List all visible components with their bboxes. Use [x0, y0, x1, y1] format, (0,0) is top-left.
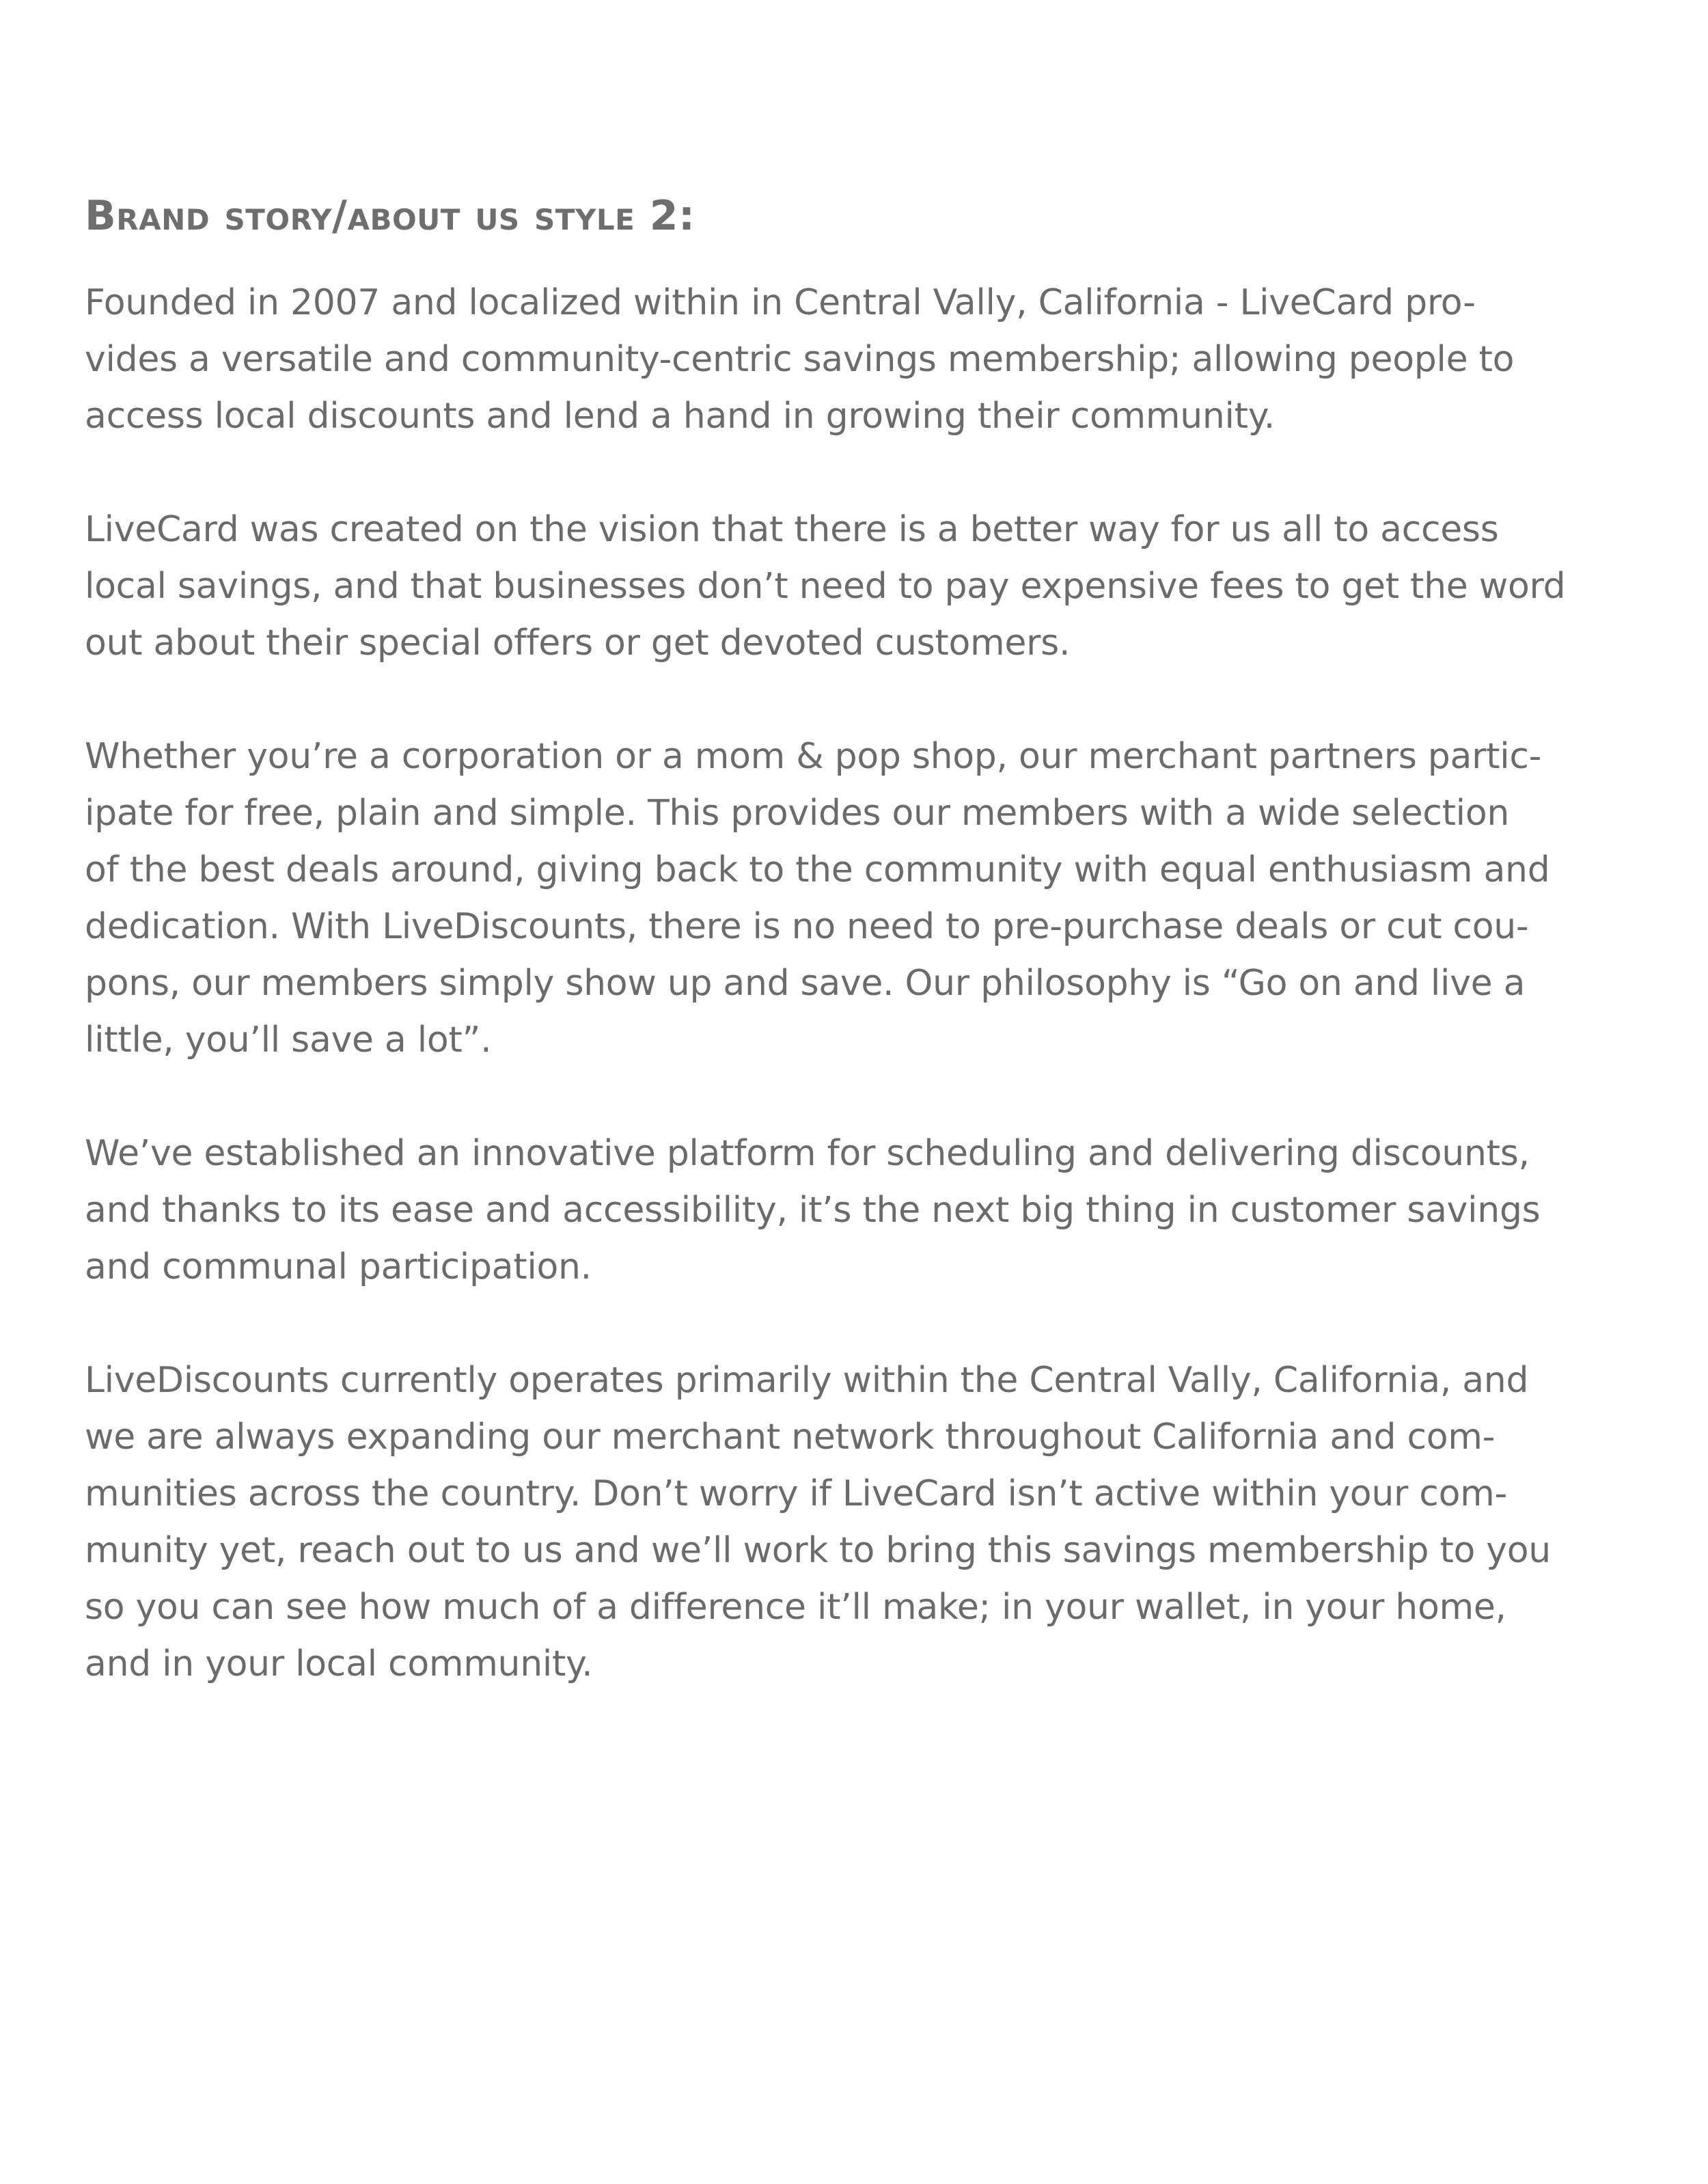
paragraph-platform [85, 1125, 1649, 1296]
text-line: dedication. With LiveDiscounts, there is no need to pre-purchase deals or cut cou- [85, 906, 1529, 947]
text-line: ipate for free, plain and simple. This provides our members with a wide selection [85, 793, 1510, 834]
text-line: vides a versatile and community-centric savings membership; allowing people to [85, 339, 1515, 380]
paragraph-founding [85, 275, 1649, 445]
text-line: of the best deals around, giving back to the community with equal enthusiasm and [85, 849, 1550, 890]
document-page [85, 191, 1649, 1749]
text-line: so you can see how much of a difference it’ll make; in your wallet, in your home, [85, 1587, 1506, 1628]
paragraph-merchants [85, 728, 1649, 1069]
text-line: local savings, and that businesses don’t need to pay expensive fees to get the word [85, 566, 1566, 607]
text-line: munities across the country. Don’t worry if LiveCard isn’t active within your com- [85, 1473, 1507, 1514]
text-line: LiveDiscounts currently operates primarily within the Central Vally, California, and [85, 1360, 1529, 1401]
text-line: We’ve established an innovative platform for scheduling and delivering discounts, [85, 1133, 1530, 1174]
text-line: Whether you’re a corporation or a mom & pop shop, our merchant partners partic- [85, 736, 1542, 777]
text-line: pons, our members simply show up and save. Our philosophy is “Go on and live a [85, 963, 1526, 1004]
text-line: access local discounts and lend a hand in growing their community. [85, 396, 1276, 437]
text-line: munity yet, reach out to us and we’ll work to bring this savings membership to you [85, 1530, 1551, 1571]
text-line: and communal participation. [85, 1246, 592, 1287]
paragraph-operations [85, 1352, 1649, 1693]
text-line: and in your local community. [85, 1643, 593, 1684]
page-heading: Brand story/about us style 2: [85, 192, 695, 240]
text-line: out about their special offers or get devoted customers. [85, 623, 1071, 664]
text-line: Founded in 2007 and localized within in Central Vally, California - LiveCard pro- [85, 282, 1476, 323]
text-line: little, you’ll save a lot”. [85, 1020, 492, 1061]
text-line: LiveCard was created on the vision that there is a better way for us all to access [85, 509, 1499, 550]
text-line: we are always expanding our merchant network throughout California and com- [85, 1417, 1496, 1458]
text-line: and thanks to its ease and accessibility, it’s the next big thing in customer savings [85, 1190, 1541, 1231]
paragraph-vision [85, 502, 1649, 672]
